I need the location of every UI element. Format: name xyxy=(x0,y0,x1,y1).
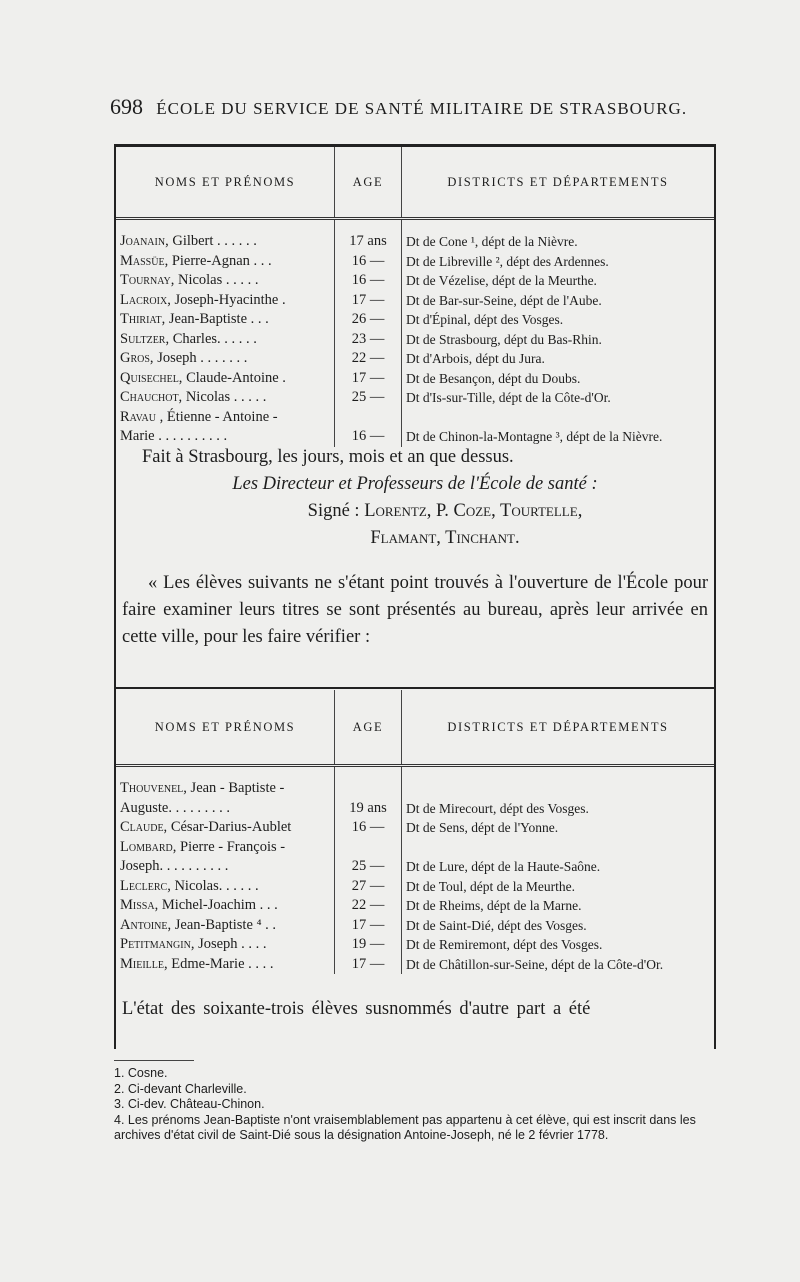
given-names: Michel-Joachim . . . xyxy=(158,897,278,913)
signature-line xyxy=(116,498,714,525)
name-cell xyxy=(116,349,335,369)
name-cell xyxy=(116,408,335,428)
age-cell: 27 — xyxy=(335,877,402,897)
age-cell: 16 — xyxy=(335,818,402,838)
age-cell: 22 — xyxy=(335,896,402,916)
given-names: Joseph. . . . . . . . . . xyxy=(120,858,229,874)
table-row xyxy=(116,838,714,858)
name-cell xyxy=(116,818,335,838)
district-cell: Dt de Bar-sur-Seine, dépt de l'Aube. xyxy=(406,292,602,308)
given-names: Pierre - François - xyxy=(176,838,286,855)
name-cell xyxy=(116,310,335,330)
surname: Lacroix, xyxy=(120,291,171,308)
footnote-3: 3. Ci-dev. Château-Chinon. xyxy=(114,1097,265,1111)
given-names: Pierre-Agnan . . . xyxy=(168,252,272,269)
table-row xyxy=(116,252,714,272)
district-cell: Dt de Vézelise, dépt de la Meurthe. xyxy=(406,273,597,288)
table-row xyxy=(116,310,714,330)
district-cell: Dt d'Arbois, dépt du Jura. xyxy=(406,351,545,366)
register-frame xyxy=(114,144,716,1049)
age-cell xyxy=(335,838,402,858)
given-names: Jean-Baptiste ⁴ . . xyxy=(171,916,277,933)
district-cell xyxy=(402,767,715,799)
age-cell: 17 — xyxy=(335,916,402,936)
given-names: Jean-Baptiste . . . xyxy=(165,311,269,327)
district-cell: Dt de Libreville ², dépt des Ardennes. xyxy=(406,253,609,269)
surname: Quisechel, xyxy=(120,369,183,386)
table-row xyxy=(116,220,714,252)
name-cell xyxy=(116,388,335,408)
age-cell: 16 — xyxy=(335,427,402,447)
given-names: Joseph . . . . . . . xyxy=(153,350,248,366)
given-names: Claude-Antoine . xyxy=(182,369,286,386)
surname: Leclerc, xyxy=(120,877,171,894)
fait-line: Fait à Strasbourg, les jours, mois et an que dessus. xyxy=(142,447,514,467)
surname: Claude, xyxy=(120,819,168,835)
table-row xyxy=(116,857,714,877)
given-names: Nicolas . . . . . xyxy=(182,389,267,405)
table-2-header xyxy=(116,690,714,766)
district-cell: Dt de Saint-Dié, dépt des Vosges. xyxy=(406,917,587,933)
surname: Massüe, xyxy=(120,252,169,269)
district-cell: Dt de Remiremont, dépt des Vosges. xyxy=(406,937,603,952)
district-cell: Dt de Mirecourt, dépt des Vosges. xyxy=(406,800,589,816)
given-names: Étienne - Antoine - xyxy=(163,408,278,425)
table-row xyxy=(116,877,714,897)
table-row xyxy=(116,916,714,936)
district-cell: Dt de Toul, dépt de la Meurthe. xyxy=(406,878,576,894)
district-cell: Dt de Châtillon-sur-Seine, dépt de la Côte-d'Or. xyxy=(406,956,664,972)
district-cell xyxy=(402,838,715,858)
given-names: Nicolas . . . . . xyxy=(174,272,259,288)
footnote-2: 2. Ci-devant Charleville. xyxy=(114,1081,247,1096)
given-names: Marie . . . . . . . . . . xyxy=(120,428,228,444)
age-cell: 22 — xyxy=(335,349,402,369)
name-cell xyxy=(116,896,335,916)
name-cell xyxy=(116,291,335,311)
age-cell: 17 ans xyxy=(335,220,402,252)
age-cell xyxy=(335,767,402,799)
register-table-1 xyxy=(116,147,714,447)
table-row xyxy=(116,291,714,311)
running-title: ÉCOLE DU SERVICE DE SANTÉ MILITAIRE DE STRASBOURG. xyxy=(156,99,688,118)
given-names: César-Darius-Aublet xyxy=(167,819,292,835)
table-2-body xyxy=(116,767,714,974)
age-cell: 16 — xyxy=(335,271,402,291)
page-header xyxy=(110,94,710,120)
surname: Missa, xyxy=(120,897,159,913)
table-row xyxy=(116,330,714,350)
surname: Thiriat, xyxy=(120,311,166,327)
surname: Ravau , xyxy=(120,408,164,425)
table-row xyxy=(116,349,714,369)
signe-label: Signé : xyxy=(307,501,365,521)
name-cell xyxy=(116,271,335,291)
closing-block xyxy=(116,444,714,651)
surname: Chauchot, xyxy=(120,389,183,405)
district-cell: Dt de Strasbourg, dépt du Bas-Rhin. xyxy=(406,331,602,347)
surname: Gros, xyxy=(120,350,154,366)
table-row xyxy=(116,408,714,428)
closing-line: L'état des soixante-trois élèves susnommés d'autre part a été xyxy=(122,999,591,1019)
age-cell: 19 ans xyxy=(335,799,402,819)
directeur-line: Les Directeur et Professeurs de l'École de santé : xyxy=(232,474,598,494)
district-cell xyxy=(402,408,715,428)
table-row xyxy=(116,935,714,955)
district-cell: Dt de Sens, dépt de l'Yonne. xyxy=(406,820,559,835)
table-row xyxy=(116,388,714,408)
signatories-2: Flamant, Tinchant. xyxy=(370,528,520,548)
name-cell xyxy=(116,916,335,936)
surname: Joanain, xyxy=(120,233,169,249)
col-header-names: NOMS ET PRÉNOMS xyxy=(116,147,335,219)
name-cell xyxy=(116,369,335,389)
surname: Sultzer, xyxy=(120,330,170,347)
name-cell xyxy=(116,252,335,272)
page-number: 698 xyxy=(110,94,143,119)
given-names: Joseph-Hyacinthe . xyxy=(170,291,286,308)
age-cell: 25 — xyxy=(335,388,402,408)
table-1-body xyxy=(116,220,714,447)
given-names: Gilbert . . . . . . xyxy=(168,233,257,249)
surname: Antoine, xyxy=(120,916,172,933)
given-names: Nicolas. . . . . . xyxy=(170,877,259,894)
given-names: Joseph . . . . xyxy=(194,936,267,952)
col-header-age-2: AGE xyxy=(335,690,402,766)
age-cell: 19 — xyxy=(335,935,402,955)
footnotes xyxy=(114,1060,714,1144)
age-cell: 26 — xyxy=(335,310,402,330)
district-cell: Dt d'Épinal, dépt des Vosges. xyxy=(406,312,564,327)
district-cell: Dt d'Is-sur-Tille, dépt de la Côte-d'Or. xyxy=(406,390,611,405)
age-cell xyxy=(335,408,402,428)
col-header-age: AGE xyxy=(335,147,402,219)
age-cell: 17 — xyxy=(335,369,402,389)
paragraph: « Les élèves suivants ne s'étant point trouvés à l'ouverture de l'École pour faire examiner leurs titres se sont présentés au bureau, après leur arrivée en cette ville, pour les faire vérifier : xyxy=(122,573,708,647)
district-cell: Dt de Besançon, dépt du Doubs. xyxy=(406,370,581,386)
footnote-1: 1. Cosne. xyxy=(114,1066,168,1080)
given-names: Edme-Marie . . . . xyxy=(167,955,274,972)
name-cell xyxy=(116,799,335,819)
surname: Petitmangin, xyxy=(120,936,195,952)
district-cell: Dt de Lure, dépt de la Haute-Saône. xyxy=(406,859,601,874)
middle-rule xyxy=(114,687,716,689)
age-cell: 23 — xyxy=(335,330,402,350)
name-cell xyxy=(116,220,335,252)
given-names: Auguste. . . . . . . . . xyxy=(120,799,230,816)
table-row xyxy=(116,896,714,916)
surname: Mieille, xyxy=(120,955,168,972)
district-cell: Dt de Chinon-la-Montagne ³, dépt de la Nièvre. xyxy=(406,429,663,444)
footnote-rule xyxy=(114,1060,194,1061)
given-names: Charles. . . . . . xyxy=(169,330,257,347)
footnote-4: 4. Les prénoms Jean-Baptiste n'ont vraisemblablement pas appartenu à cet élève, qui est inscrit dans les archives d'état civil de Saint-Dié sous la désignation Antoine-Joseph, né le 2 février 1778. xyxy=(114,1112,696,1142)
table-header xyxy=(116,147,714,219)
table-row xyxy=(116,271,714,291)
name-cell xyxy=(116,857,335,877)
signatories: Lorentz, P. Coze, Tourtelle, xyxy=(364,501,583,521)
register-table-2 xyxy=(116,690,714,974)
name-cell xyxy=(116,767,335,799)
table-row xyxy=(116,369,714,389)
col-header-names-2: NOMS ET PRÉNOMS xyxy=(116,690,335,766)
name-cell xyxy=(116,330,335,350)
given-names: Jean - Baptiste - xyxy=(186,780,285,796)
district-cell: Dt de Rheims, dépt de la Marne. xyxy=(406,898,582,913)
name-cell xyxy=(116,877,335,897)
surname: Lombard, xyxy=(120,838,177,855)
name-cell xyxy=(116,955,335,975)
surname: Tournay, xyxy=(120,272,175,288)
col-header-districts-2: DISTRICTS ET DÉPARTEMENTS xyxy=(447,719,669,734)
age-cell: 17 — xyxy=(335,955,402,975)
age-cell: 25 — xyxy=(335,857,402,877)
age-cell: 16 — xyxy=(335,252,402,272)
table-row xyxy=(116,799,714,819)
age-cell: 17 — xyxy=(335,291,402,311)
table-row xyxy=(116,955,714,975)
surname: Thouvenel, xyxy=(120,780,187,796)
table-row xyxy=(116,767,714,799)
district-cell: Dt de Cone ¹, dépt de la Nièvre. xyxy=(406,234,578,249)
table-row xyxy=(116,818,714,838)
name-cell xyxy=(116,935,335,955)
col-header-districts: DISTRICTS ET DÉPARTEMENTS xyxy=(447,174,669,189)
name-cell xyxy=(116,838,335,858)
